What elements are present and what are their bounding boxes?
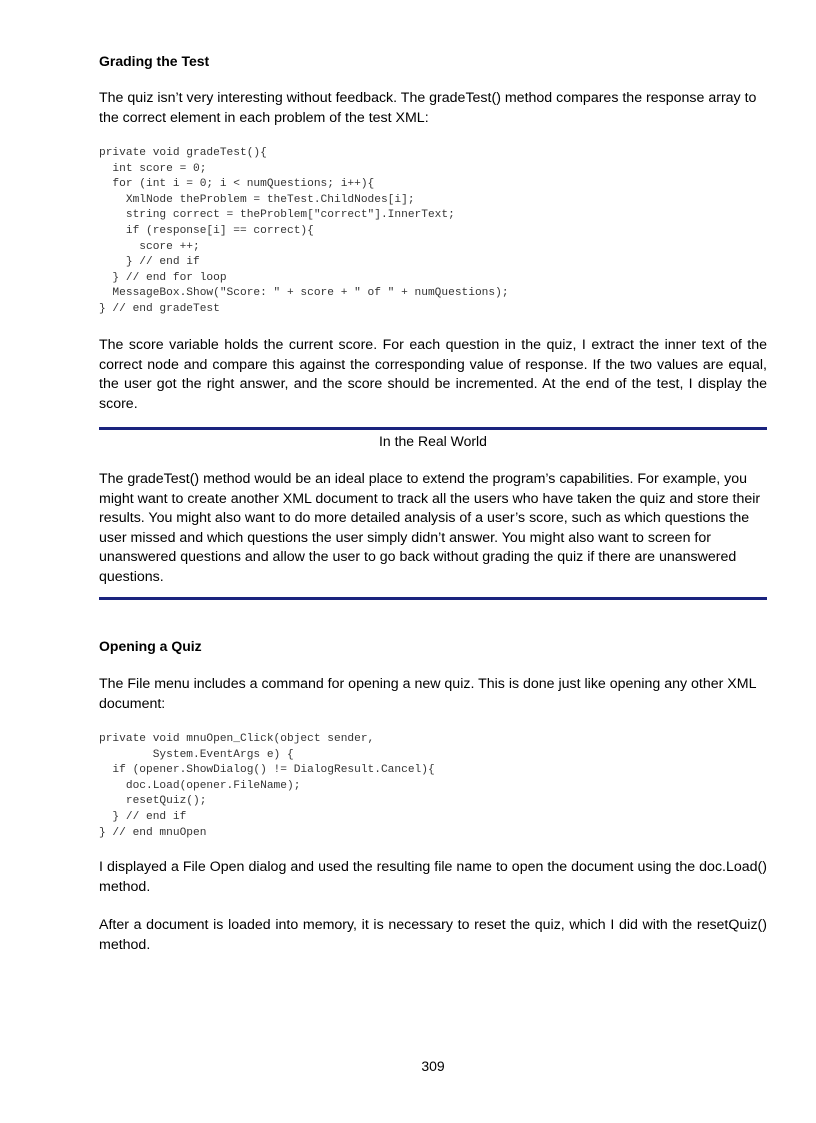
sidebar-top-rule xyxy=(99,427,767,430)
page-number: 309 xyxy=(421,1058,445,1074)
sidebar-body-paragraph: The gradeTest() method would be an ideal place to extend the program’s capabilities. For example, you might want to create another XML document to track all the users who have taken the quiz and store their results. You might also want to do more detailed analysis of a user’s score, such as which questions the user missed and which questions the user simply didn’t answer. You might also want to screen for unanswered questions and allow the user to go back without grading the quiz if there are unanswered questions. xyxy=(99,471,761,585)
grade-test-code-block: private void gradeTest(){ int score = 0; for (int i = 0; i < numQuestions; i++){ XmlNode theProblem = theTest.ChildNodes[i]; string correct = theProblem["correct"].InnerText; if (response[i] == correct){ score ++; } // end if } // end for loop MessageBox.Show("Score: " + score + " of " + numQuestions); } // end gradeTest xyxy=(99,147,509,315)
file-open-paragraph: I displayed a File Open dialog and used the resulting file name to open the document using the doc.Load() method. xyxy=(99,859,767,895)
section-heading-opening: Opening a Quiz xyxy=(99,638,202,654)
grading-intro-paragraph: The quiz isn’t very interesting without feedback. The gradeTest() method compares the response array to the correct element in each problem of the test XML: xyxy=(99,90,757,126)
opening-intro-paragraph: The File menu includes a command for opening a new quiz. This is done just like opening any other XML document: xyxy=(99,676,756,712)
sidebar-bottom-rule xyxy=(99,597,767,600)
mnu-open-code-block: private void mnuOpen_Click(object sender, System.EventArgs e) { if (opener.ShowDialog() != DialogResult.Cancel){ doc.Load(opener.FileName); resetQuiz(); } // end if } // end mnuOpen xyxy=(99,733,435,839)
section-heading-grading: Grading the Test xyxy=(99,53,210,69)
sidebar-title: In the Real World xyxy=(379,433,487,449)
score-explanation-paragraph: The score variable holds the current score. For each question in the quiz, I extract the inner text of the correct node and compare this against the corresponding value of response. If the two values are equal, the user got the right answer, and the score should be incremented. At the end of the test, I display the score. xyxy=(99,337,767,412)
reset-quiz-paragraph: After a document is loaded into memory, it is necessary to reset the quiz, which I did with the resetQuiz() method. xyxy=(99,917,767,953)
